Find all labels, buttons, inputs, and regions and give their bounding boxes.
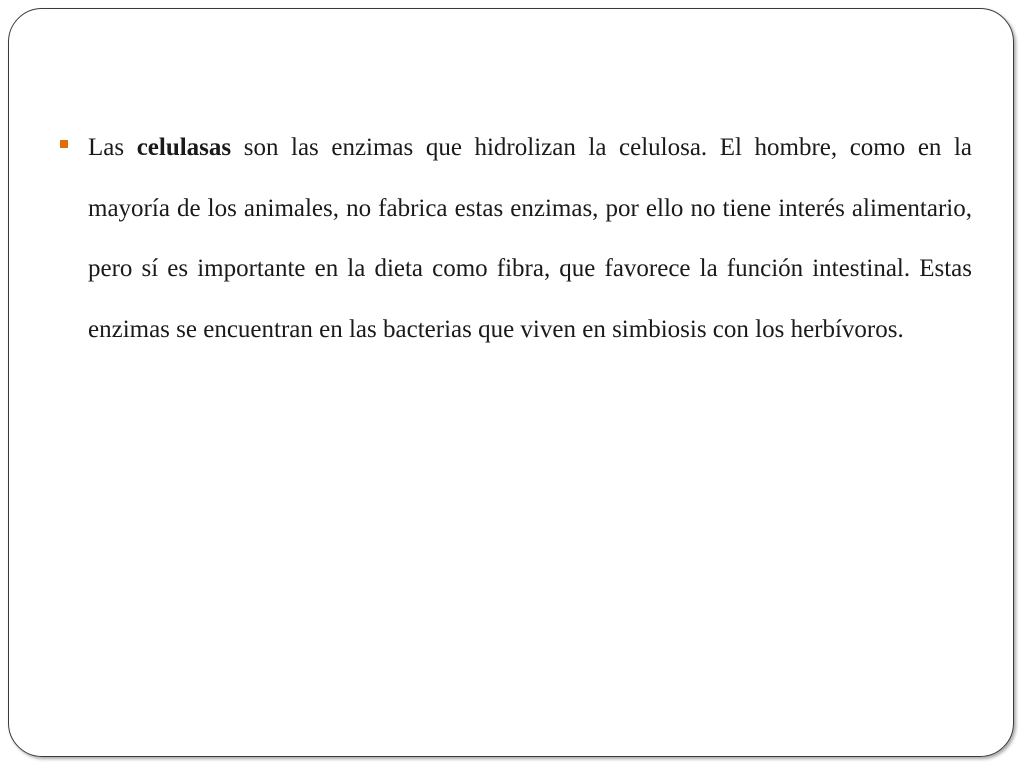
- slide-content: [60, 118, 972, 360]
- bullet-text: [88, 118, 972, 360]
- bullet-prefix: Las: [88, 134, 125, 161]
- square-bullet-icon: [60, 140, 68, 148]
- bullet-emphasis-term: celulasas: [136, 134, 232, 161]
- bullet-item: [60, 118, 972, 360]
- bullet-body: son las enzimas que hidrolizan la celulosa. El hombre, como en la mayoría de los animales, no fabrica estas enzimas, por ello no tiene interés alimentario, pero sí es importante en la dieta como fibra, que favorece la función intestinal. Estas enzimas se encuentran en las bacterias que viven en simbiosis con los herbívoros.: [88, 134, 973, 343]
